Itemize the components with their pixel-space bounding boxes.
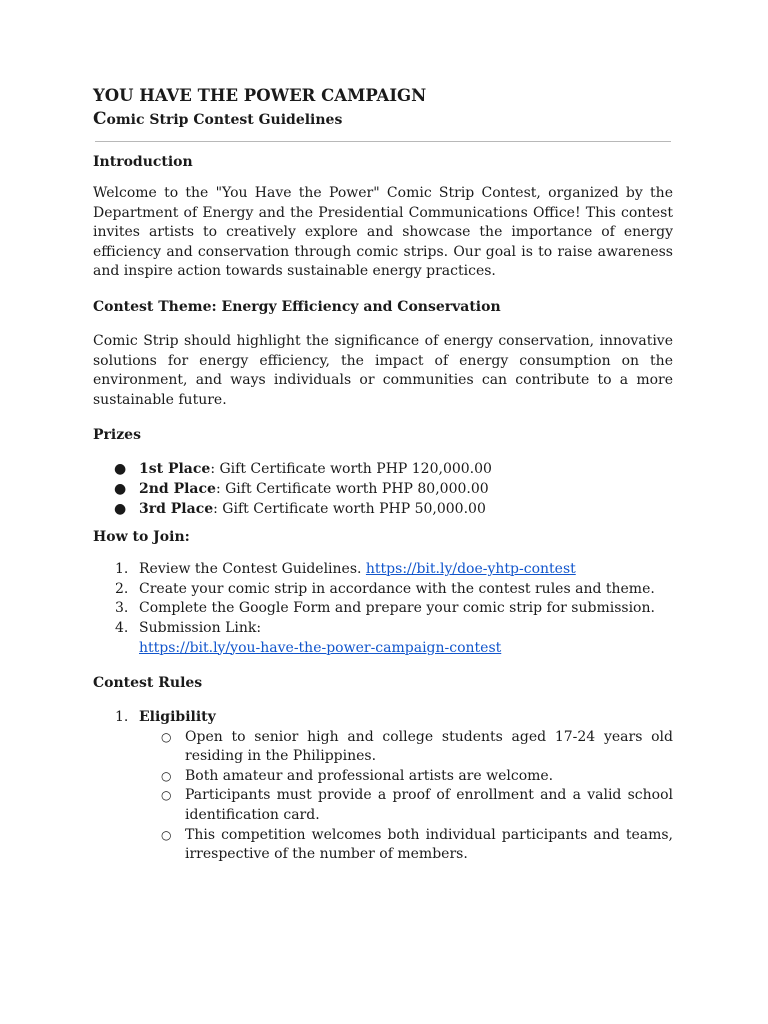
prize-place: 3rd Place bbox=[139, 500, 214, 517]
prizes-list bbox=[93, 460, 673, 519]
prize-description: : Gift Certificate worth PHP 50,000.00 bbox=[213, 500, 486, 517]
contest-rules-list bbox=[93, 708, 673, 865]
contest-rules-heading: Contest Rules bbox=[93, 675, 203, 692]
prize-description: : Gift Certificate worth PHP 80,000.00 bbox=[215, 480, 489, 497]
circle-bullet-icon: ○ bbox=[161, 729, 172, 744]
guidelines-link[interactable]: https://bit.ly/doe-yhtp-contest bbox=[365, 561, 576, 578]
subtitle-rest: omic Strip Contest Guidelines bbox=[106, 112, 343, 128]
rule-number: 1. bbox=[115, 709, 129, 726]
theme-heading: Contest Theme: Energy Efficiency and Conservation bbox=[93, 298, 501, 315]
eligibility-item bbox=[139, 786, 673, 825]
step-text: Submission Link: bbox=[139, 619, 262, 636]
eligibility-sublist bbox=[139, 728, 673, 865]
horizontal-rule bbox=[95, 141, 671, 142]
bullet-icon: ● bbox=[114, 480, 127, 497]
step-number: 3. bbox=[115, 600, 129, 617]
document-subtitle bbox=[93, 108, 673, 131]
eligibility-item bbox=[139, 826, 673, 865]
eligibility-text: Both amateur and professional artists are welcome. bbox=[185, 767, 554, 784]
how-to-join-list bbox=[93, 560, 673, 658]
bullet-icon: ● bbox=[114, 461, 127, 478]
rule-title: Eligibility bbox=[139, 709, 216, 726]
document-title: YOU HAVE THE POWER CAMPAIGN bbox=[93, 86, 427, 105]
join-step-3 bbox=[93, 599, 673, 619]
rule-eligibility bbox=[93, 708, 673, 865]
introduction-paragraph: Welcome to the "You Have the Power" Comic Strip Contest, organized by the Department of Energy and the Presidential Communications Office! This contest invites artists to creatively explore and showcase the importance of energy efficiency and conservation through comic strips. Our goal is to raise awareness and inspire action towards sustainable energy practices. bbox=[93, 185, 673, 280]
step-number: 2. bbox=[115, 580, 129, 597]
circle-bullet-icon: ○ bbox=[161, 768, 172, 783]
subtitle-initial: C bbox=[93, 109, 107, 129]
document-page bbox=[93, 86, 673, 865]
bullet-icon: ● bbox=[114, 500, 127, 517]
how-to-join-heading: How to Join: bbox=[93, 529, 190, 546]
join-step-4 bbox=[93, 619, 673, 658]
step-text: Complete the Google Form and prepare your comic strip for submission. bbox=[139, 600, 655, 617]
step-number: 4. bbox=[115, 619, 129, 636]
prize-place: 2nd Place bbox=[139, 480, 216, 497]
eligibility-item bbox=[139, 767, 673, 787]
introduction-heading: Introduction bbox=[93, 154, 193, 170]
theme-paragraph: Comic Strip should highlight the significance of energy conservation, innovative solutions for energy efficiency, the impact of energy consumption on the environment, and ways individuals or communities can contribute to a more sustainable future. bbox=[93, 332, 673, 408]
step-text: Review the Contest Guidelines. bbox=[139, 561, 366, 578]
prize-item-3rd bbox=[93, 500, 673, 520]
prize-item-2nd bbox=[93, 480, 673, 500]
prize-description: : Gift Certificate worth PHP 120,000.00 bbox=[210, 461, 492, 478]
eligibility-item bbox=[139, 728, 673, 767]
eligibility-text: Participants must provide a proof of enrollment and a valid school identification card. bbox=[185, 787, 673, 824]
prizes-heading: Prizes bbox=[93, 427, 141, 444]
submission-link[interactable]: https://bit.ly/you-have-the-power-campaign-contest bbox=[139, 639, 502, 656]
eligibility-text: This competition welcomes both individual participants and teams, irrespective of the number of members. bbox=[185, 826, 673, 863]
circle-bullet-icon: ○ bbox=[161, 788, 172, 803]
prize-place: 1st Place bbox=[139, 461, 211, 478]
prize-item-1st bbox=[93, 460, 673, 480]
step-text: Create your comic strip in accordance with the contest rules and theme. bbox=[139, 580, 655, 597]
step-number: 1. bbox=[115, 561, 129, 578]
circle-bullet-icon: ○ bbox=[161, 827, 172, 842]
join-step-2 bbox=[93, 580, 673, 600]
join-step-1 bbox=[93, 560, 673, 580]
eligibility-text: Open to senior high and college students aged 17-24 years old residing in the Philippines. bbox=[185, 728, 673, 765]
